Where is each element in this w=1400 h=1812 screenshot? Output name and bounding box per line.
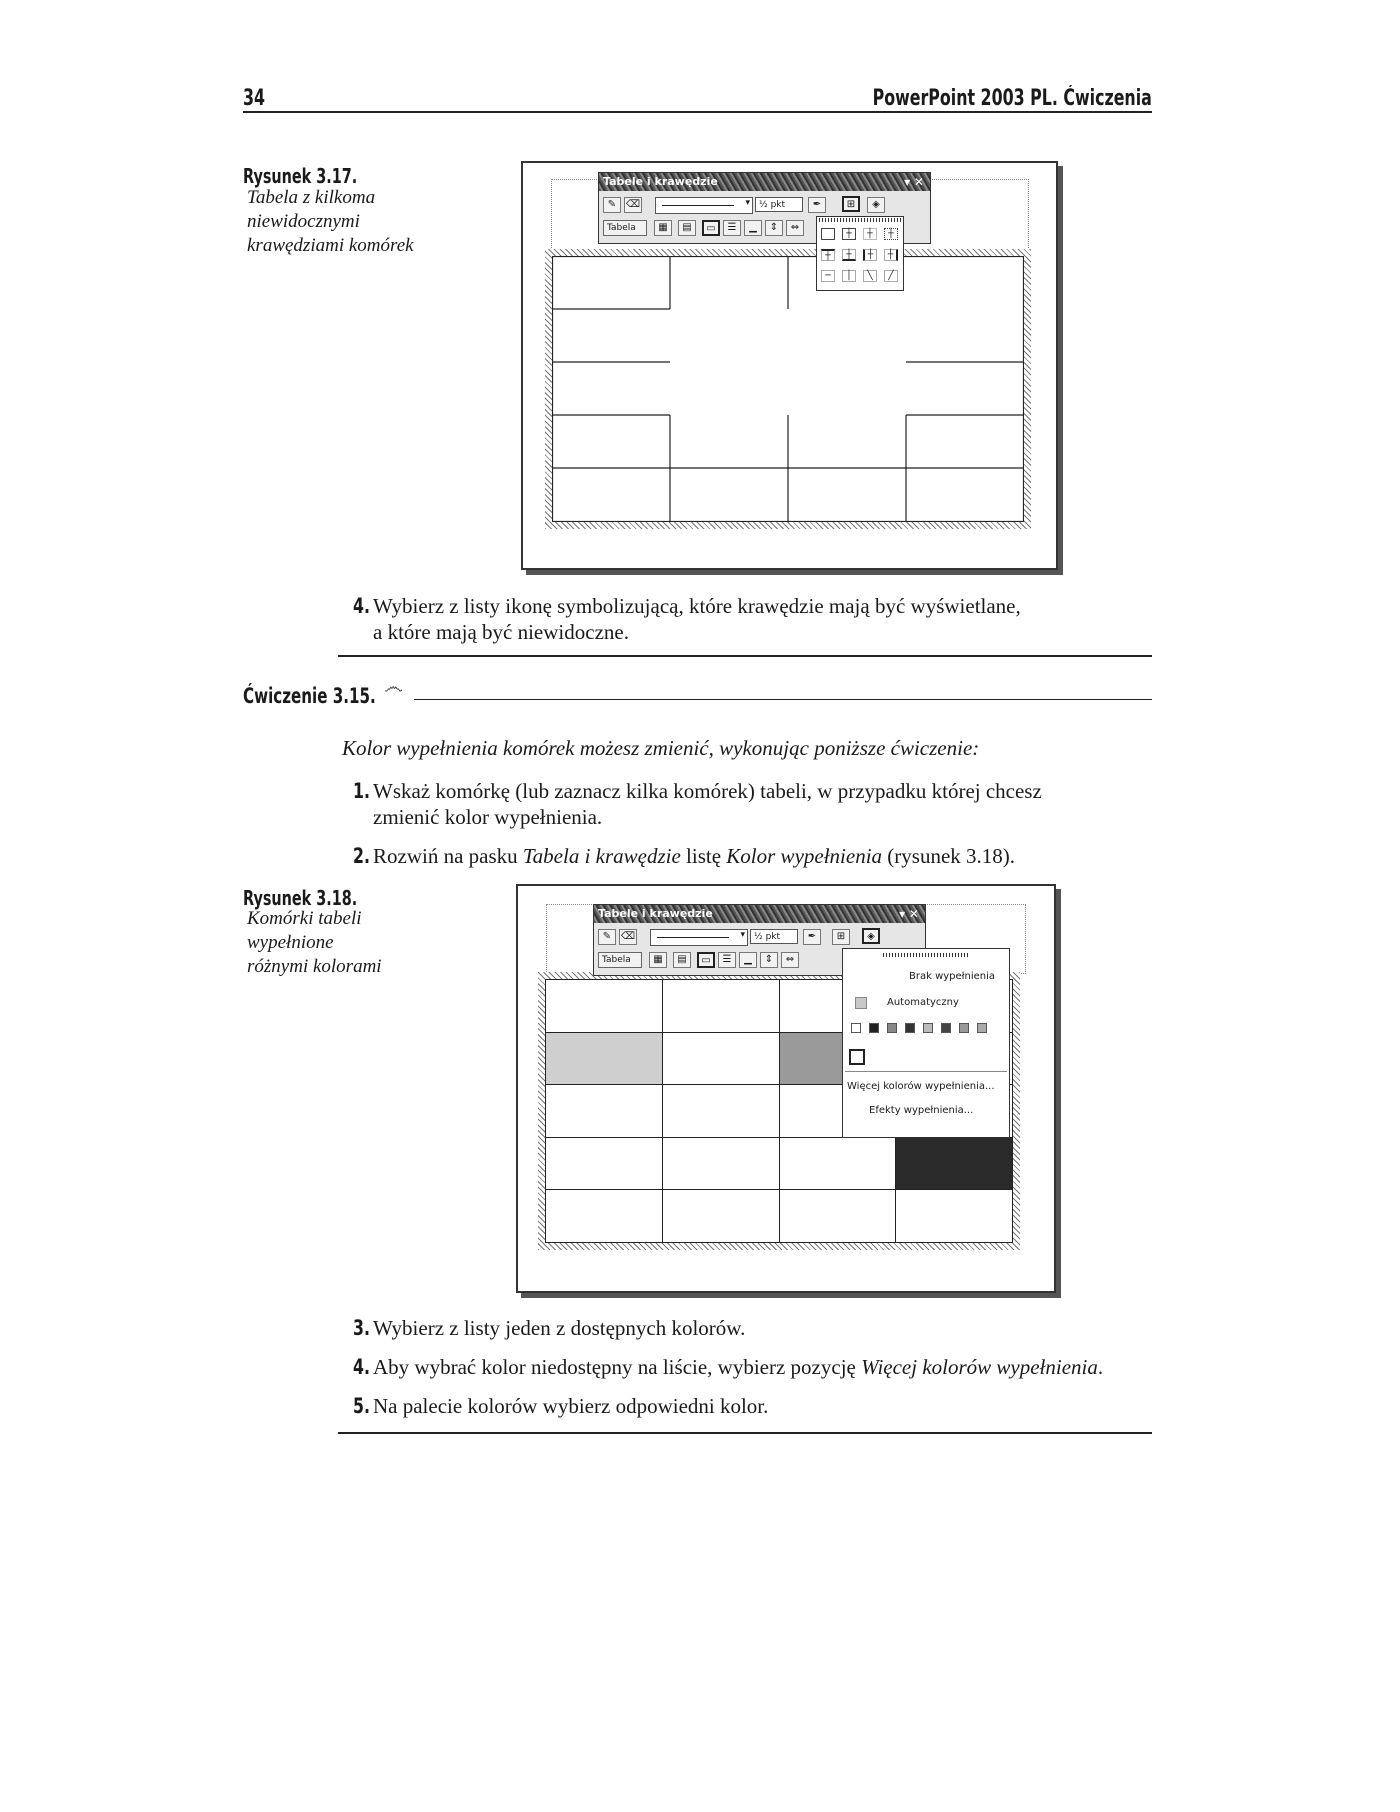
step-text: [373, 778, 1133, 830]
eraser-icon[interactable]: ⌫: [619, 929, 637, 945]
borders-icon[interactable]: ⊞: [832, 929, 850, 945]
step-text: Wybierz z listy jeden z dostępnych kolorów.: [373, 1316, 746, 1340]
figure-1-caption-line: Tabela z kilkoma: [247, 187, 376, 208]
step-text-part: Rozwiń na pasku: [373, 844, 523, 868]
border-weight-value: ½ pkt: [754, 932, 781, 942]
insert-table-icon[interactable]: ▦: [654, 220, 672, 236]
toolbar-title-bar[interactable]: [599, 173, 930, 191]
align-top-icon[interactable]: ▭: [697, 952, 715, 968]
menu-automatic-swatch: [855, 997, 867, 1009]
menu-automatic[interactable]: Automatyczny: [887, 997, 959, 1008]
step-text: [373, 1354, 1133, 1380]
borders-icon[interactable]: ⊞: [842, 196, 860, 212]
fill-color-menu: [842, 948, 1010, 1138]
table-cell[interactable]: [546, 1032, 663, 1085]
border-style-select[interactable]: [655, 197, 753, 214]
menu-fill-effects[interactable]: Efekty wypełnienia...: [869, 1105, 974, 1116]
figure-1-caption-line: krawędziami komórek: [247, 235, 414, 256]
step-text-part: listę: [680, 844, 727, 868]
border-style-select[interactable]: [650, 929, 748, 946]
step-text-line: zmienić kolor wypełnienia.: [373, 805, 603, 829]
section-rule: [338, 655, 1152, 657]
color-swatch[interactable]: [851, 1023, 861, 1033]
exercise-intro: Kolor wypełnienia komórek możesz zmienić, wykonując poniższe ćwiczenie:: [342, 736, 980, 760]
figure-1-screenshot: [521, 161, 1058, 570]
step-number: 4.: [353, 1355, 370, 1379]
menu-no-fill[interactable]: Brak wypełnienia: [909, 971, 996, 982]
step-2: [353, 843, 1153, 869]
border-weight-select[interactable]: [750, 929, 798, 944]
figure-2-caption: [247, 907, 382, 979]
step-text: [373, 593, 1133, 645]
step-4-borders: [353, 593, 1153, 644]
step-3: [353, 1315, 1153, 1341]
table-cell[interactable]: [896, 1137, 1013, 1190]
top-border-icon[interactable]: ┼: [821, 249, 835, 261]
step-text-part: (rysunek 3.18).: [882, 844, 1016, 868]
table-cell[interactable]: [779, 1137, 896, 1190]
table-menu-label: Tabela: [602, 955, 631, 965]
table-cell[interactable]: [662, 1032, 779, 1085]
figure-2-caption-line: różnymi kolorami: [247, 956, 382, 977]
fill-color-icon[interactable]: ◈: [862, 928, 880, 944]
table-1[interactable]: [552, 256, 1024, 522]
step-text: Na palecie kolorów wybierz odpowiedni kolor.: [373, 1394, 769, 1418]
figure-1-caption-line: niewidocznymi: [247, 211, 360, 232]
inside-vertical-icon[interactable]: │: [842, 270, 856, 282]
table-menu-label: Tabela: [607, 223, 636, 233]
menu-separator: [845, 1071, 1007, 1072]
step-4-more-colors: [353, 1354, 1153, 1380]
section-rule: [338, 1432, 1152, 1434]
toolbar-close-icon[interactable]: ▾ ✕: [904, 175, 924, 189]
step-5: [353, 1393, 1153, 1419]
align-bottom-icon[interactable]: ▁: [739, 952, 757, 968]
figure-2-caption-line: wypełnione: [247, 932, 334, 953]
inside-borders-icon[interactable]: ┼: [863, 228, 877, 240]
draw-table-icon[interactable]: ✎: [603, 197, 621, 213]
color-swatch-row: [851, 1023, 1001, 1035]
diagonal-down-icon[interactable]: ╲: [863, 270, 877, 282]
dropdown-grip[interactable]: [819, 218, 901, 222]
step-number: 2.: [353, 844, 370, 868]
diagonal-up-icon[interactable]: ╱: [884, 270, 898, 282]
distribute-rows-icon[interactable]: ⇕: [765, 220, 783, 236]
border-weight-select[interactable]: [755, 197, 803, 212]
align-center-icon[interactable]: ☰: [723, 220, 741, 236]
menu-more-colors[interactable]: Więcej kolorów wypełnienia...: [847, 1081, 995, 1092]
step-text-part: Aby wybrać kolor niedostępny na liście, wybierz pozycję: [373, 1355, 862, 1379]
table-cell[interactable]: [662, 980, 779, 1033]
dropdown-grip[interactable]: [883, 953, 969, 957]
figure-1-label: Rysunek 3.17.: [243, 164, 358, 188]
border-style-line: [662, 205, 734, 206]
color-swatch[interactable]: [959, 1023, 969, 1033]
table-cell[interactable]: [896, 1190, 1013, 1243]
border-color-icon[interactable]: ✒: [803, 929, 821, 945]
table-menu-button[interactable]: [603, 220, 647, 236]
table-row: [546, 1137, 1013, 1190]
chevron-down-icon: ▾: [740, 930, 745, 940]
insert-table-icon[interactable]: ▦: [649, 952, 667, 968]
table-cell[interactable]: [662, 1085, 779, 1138]
step-text-part: .: [1097, 1355, 1104, 1379]
step-1: [353, 778, 1153, 829]
page-number: 34: [243, 86, 266, 111]
figure-1-caption: [247, 186, 414, 258]
color-swatch[interactable]: [905, 1023, 915, 1033]
table-cell[interactable]: [546, 1085, 663, 1138]
align-top-icon[interactable]: ▭: [702, 220, 720, 236]
exercise-ornament: ෴: [384, 676, 403, 698]
color-swatch[interactable]: [869, 1023, 879, 1033]
step-number: 5.: [353, 1394, 370, 1418]
header-rule: [243, 111, 1152, 113]
step-text-italic: Kolor wypełnienia: [726, 844, 883, 868]
border-style-line: [657, 937, 729, 938]
toolbar-title-bar[interactable]: [594, 905, 925, 923]
table-cell[interactable]: [662, 1190, 779, 1243]
step-text-italic: Więcej kolorów wypełnienia: [861, 1355, 1098, 1379]
no-border-icon[interactable]: ┼: [884, 228, 898, 240]
bottom-border-icon[interactable]: ┼: [842, 249, 856, 261]
exercise-title: Ćwiczenie 3.15.: [243, 684, 376, 708]
step-text: [373, 843, 1133, 869]
table-menu-button[interactable]: [598, 952, 642, 968]
eraser-icon[interactable]: ⌫: [624, 197, 642, 213]
table-cell[interactable]: [546, 1190, 663, 1243]
figure-2-label: Rysunek 3.18.: [243, 886, 358, 910]
selected-color-icon[interactable]: [849, 1049, 865, 1065]
figure-2-caption-line: Komórki tabeli: [247, 908, 362, 929]
figure-2-screenshot: [516, 884, 1056, 1293]
table-cell[interactable]: [662, 1137, 779, 1190]
table-row: [546, 1190, 1013, 1243]
borders-dropdown: [816, 216, 904, 291]
color-swatch[interactable]: [941, 1023, 951, 1033]
inside-horizontal-icon[interactable]: ─: [821, 270, 835, 282]
color-swatch[interactable]: [977, 1023, 987, 1033]
step-number: 1.: [353, 779, 370, 803]
distribute-columns-icon[interactable]: ⇔: [786, 220, 804, 236]
table-cell[interactable]: [779, 1190, 896, 1243]
border-weight-value: ½ pkt: [759, 200, 786, 210]
distribute-rows-icon[interactable]: ⇕: [760, 952, 778, 968]
align-center-icon[interactable]: ☰: [718, 952, 736, 968]
right-border-icon[interactable]: ┼: [884, 249, 898, 261]
merge-cells-icon[interactable]: ▤: [673, 952, 691, 968]
step-number: 4.: [353, 594, 370, 618]
toolbar-close-icon[interactable]: ▾ ✕: [899, 907, 919, 921]
step-number: 3.: [353, 1316, 370, 1340]
toolbar-title: Tabele i krawędzie: [598, 907, 713, 920]
draw-table-icon[interactable]: ✎: [598, 929, 616, 945]
outside-border-icon[interactable]: [821, 228, 835, 240]
table-1-borders: [552, 256, 1024, 522]
color-swatch[interactable]: [923, 1023, 933, 1033]
merge-cells-icon[interactable]: ▤: [678, 220, 696, 236]
step-text-italic: Tabela i krawędzie: [522, 844, 681, 868]
left-border-icon[interactable]: ┼: [863, 249, 877, 261]
align-bottom-icon[interactable]: ▁: [744, 220, 762, 236]
step-text-line: Wybierz z listy ikonę symbolizującą, które krawędzie mają być wyświetlane,: [373, 594, 1021, 618]
step-text-line: Wskaż komórkę (lub zaznacz kilka komórek) tabeli, w przypadku której chcesz: [373, 779, 1042, 803]
color-swatch[interactable]: [887, 1023, 897, 1033]
all-borders-icon[interactable]: ┼: [842, 228, 856, 240]
step-text-line: a które mają być niewidoczne.: [373, 620, 629, 644]
toolbar-title: Tabele i krawędzie: [603, 175, 718, 188]
running-header-title: PowerPoint 2003 PL. Ćwiczenia: [872, 86, 1152, 111]
chevron-down-icon: ▾: [745, 198, 750, 208]
distribute-columns-icon[interactable]: ⇔: [781, 952, 799, 968]
border-color-icon[interactable]: ✒: [808, 197, 826, 213]
table-cell[interactable]: [546, 1137, 663, 1190]
table-cell[interactable]: [546, 980, 663, 1033]
fill-color-icon[interactable]: ◈: [867, 197, 885, 213]
exercise-rule: [414, 699, 1152, 700]
